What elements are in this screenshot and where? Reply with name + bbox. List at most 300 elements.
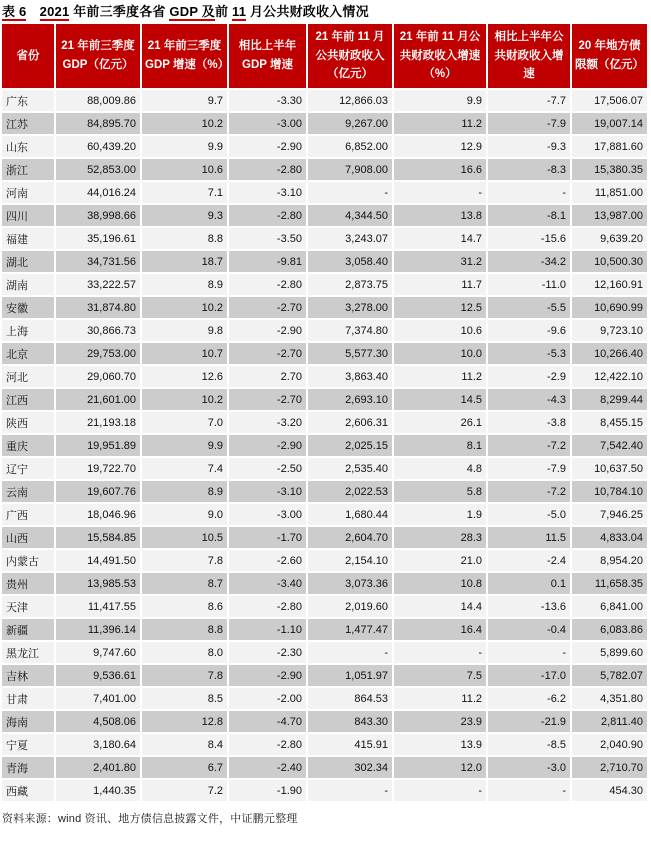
value-cell: - bbox=[394, 642, 486, 663]
province-cell: 江西 bbox=[2, 389, 54, 410]
value-cell: - bbox=[488, 642, 570, 663]
header-cell: 21 年前 11 月公共财政收入增速（%） bbox=[394, 24, 486, 88]
value-cell: 8.8 bbox=[142, 619, 227, 640]
header-cell: 省份 bbox=[2, 24, 54, 88]
value-cell: 21,601.00 bbox=[56, 389, 140, 410]
province-cell: 新疆 bbox=[2, 619, 54, 640]
value-cell: 302.34 bbox=[308, 757, 392, 778]
value-cell: 17,506.07 bbox=[572, 90, 647, 111]
value-cell: 15,584.85 bbox=[56, 527, 140, 548]
value-cell: -2.80 bbox=[229, 274, 306, 295]
value-cell: -2.90 bbox=[229, 665, 306, 686]
value-cell: 29,753.00 bbox=[56, 343, 140, 364]
value-cell: 11,658.35 bbox=[572, 573, 647, 594]
value-cell: 10,266.40 bbox=[572, 343, 647, 364]
value-cell: -2.90 bbox=[229, 320, 306, 341]
value-cell: -13.6 bbox=[488, 596, 570, 617]
value-cell: 7.4 bbox=[142, 458, 227, 479]
value-cell: -2.90 bbox=[229, 435, 306, 456]
province-cell: 浙江 bbox=[2, 159, 54, 180]
value-cell: 11,417.55 bbox=[56, 596, 140, 617]
value-cell: 13,987.00 bbox=[572, 205, 647, 226]
value-cell: 10.6 bbox=[394, 320, 486, 341]
value-cell: 8.8 bbox=[142, 228, 227, 249]
province-cell: 上海 bbox=[2, 320, 54, 341]
value-cell: 1.9 bbox=[394, 504, 486, 525]
value-cell: -7.7 bbox=[488, 90, 570, 111]
value-cell: 3,058.40 bbox=[308, 251, 392, 272]
table-row bbox=[2, 274, 647, 295]
value-cell: 11.2 bbox=[394, 366, 486, 387]
value-cell: 2,873.75 bbox=[308, 274, 392, 295]
value-cell: -7.9 bbox=[488, 113, 570, 134]
value-cell: -17.0 bbox=[488, 665, 570, 686]
value-cell: 8.6 bbox=[142, 596, 227, 617]
value-cell: 7.1 bbox=[142, 182, 227, 203]
value-cell: 8,954.20 bbox=[572, 550, 647, 571]
value-cell: -8.3 bbox=[488, 159, 570, 180]
table-row bbox=[2, 205, 647, 226]
value-cell: -2.80 bbox=[229, 159, 306, 180]
value-cell: 11,851.00 bbox=[572, 182, 647, 203]
value-cell: 19,007.14 bbox=[572, 113, 647, 134]
value-cell: 2.70 bbox=[229, 366, 306, 387]
value-cell: 7.8 bbox=[142, 665, 227, 686]
table-row bbox=[2, 665, 647, 686]
value-cell: 12.9 bbox=[394, 136, 486, 157]
value-cell: 843.30 bbox=[308, 711, 392, 732]
value-cell: 2,811.40 bbox=[572, 711, 647, 732]
value-cell: 4,351.80 bbox=[572, 688, 647, 709]
value-cell: 9.9 bbox=[142, 136, 227, 157]
province-cell: 河北 bbox=[2, 366, 54, 387]
value-cell: -5.3 bbox=[488, 343, 570, 364]
value-cell: -8.1 bbox=[488, 205, 570, 226]
value-cell: 11.7 bbox=[394, 274, 486, 295]
value-cell: 38,998.66 bbox=[56, 205, 140, 226]
value-cell: 1,477.47 bbox=[308, 619, 392, 640]
value-cell: 7.8 bbox=[142, 550, 227, 571]
value-cell: 2,154.10 bbox=[308, 550, 392, 571]
province-cell: 北京 bbox=[2, 343, 54, 364]
value-cell: 5,782.07 bbox=[572, 665, 647, 686]
value-cell: -2.4 bbox=[488, 550, 570, 571]
table-row bbox=[2, 297, 647, 318]
province-cell: 宁夏 bbox=[2, 734, 54, 755]
value-cell: -3.00 bbox=[229, 504, 306, 525]
value-cell: -1.70 bbox=[229, 527, 306, 548]
value-cell: 9,639.20 bbox=[572, 228, 647, 249]
value-cell: 864.53 bbox=[308, 688, 392, 709]
value-cell: 2,606.31 bbox=[308, 412, 392, 433]
value-cell: -3.0 bbox=[488, 757, 570, 778]
value-cell: 12,866.03 bbox=[308, 90, 392, 111]
table-body bbox=[2, 90, 647, 801]
value-cell: -2.90 bbox=[229, 136, 306, 157]
header-cell: 相比上半年 GDP 增速 bbox=[229, 24, 306, 88]
value-cell: 9.7 bbox=[142, 90, 227, 111]
value-cell: - bbox=[308, 780, 392, 801]
province-cell: 江苏 bbox=[2, 113, 54, 134]
value-cell: -2.80 bbox=[229, 734, 306, 755]
value-cell: 14.5 bbox=[394, 389, 486, 410]
province-cell: 重庆 bbox=[2, 435, 54, 456]
table-row bbox=[2, 504, 647, 525]
province-cell: 甘肃 bbox=[2, 688, 54, 709]
value-cell: 2,401.80 bbox=[56, 757, 140, 778]
value-cell: 14,491.50 bbox=[56, 550, 140, 571]
value-cell: 2,535.40 bbox=[308, 458, 392, 479]
table-row bbox=[2, 619, 647, 640]
value-cell: 11.2 bbox=[394, 113, 486, 134]
value-cell: 10.8 bbox=[394, 573, 486, 594]
value-cell: 18.7 bbox=[142, 251, 227, 272]
value-cell: 17,881.60 bbox=[572, 136, 647, 157]
value-cell: 10.2 bbox=[142, 297, 227, 318]
value-cell: 10.2 bbox=[142, 389, 227, 410]
value-cell: 11.2 bbox=[394, 688, 486, 709]
data-source-note: 资料来源：wind 资讯、地方债信息披露文件，中证鹏元整理 bbox=[2, 813, 298, 825]
table-row bbox=[2, 320, 647, 341]
title-segment: 月公共财政收入情况 bbox=[246, 4, 369, 19]
value-cell: 7,542.40 bbox=[572, 435, 647, 456]
value-cell: -2.70 bbox=[229, 389, 306, 410]
value-cell: 6,852.00 bbox=[308, 136, 392, 157]
value-cell: - bbox=[308, 182, 392, 203]
value-cell: -3.20 bbox=[229, 412, 306, 433]
value-cell: 15,380.35 bbox=[572, 159, 647, 180]
table-row bbox=[2, 228, 647, 249]
value-cell: 3,278.00 bbox=[308, 297, 392, 318]
value-cell: 9.9 bbox=[142, 435, 227, 456]
value-cell: 3,073.36 bbox=[308, 573, 392, 594]
table-row bbox=[2, 481, 647, 502]
value-cell: -3.30 bbox=[229, 90, 306, 111]
value-cell: - bbox=[394, 182, 486, 203]
value-cell: 8.4 bbox=[142, 734, 227, 755]
province-cell: 天津 bbox=[2, 596, 54, 617]
province-cell: 海南 bbox=[2, 711, 54, 732]
province-cell: 广东 bbox=[2, 90, 54, 111]
value-cell: -5.5 bbox=[488, 297, 570, 318]
table-row bbox=[2, 458, 647, 479]
value-cell: 9,723.10 bbox=[572, 320, 647, 341]
value-cell: 8,455.15 bbox=[572, 412, 647, 433]
value-cell: 2,710.70 bbox=[572, 757, 647, 778]
value-cell: 2,025.15 bbox=[308, 435, 392, 456]
value-cell: - bbox=[394, 780, 486, 801]
table-row bbox=[2, 159, 647, 180]
value-cell: -2.00 bbox=[229, 688, 306, 709]
value-cell: -34.2 bbox=[488, 251, 570, 272]
value-cell: 35,196.61 bbox=[56, 228, 140, 249]
value-cell: 30,866.73 bbox=[56, 320, 140, 341]
value-cell: 10,500.30 bbox=[572, 251, 647, 272]
value-cell: 8.9 bbox=[142, 274, 227, 295]
value-cell: 12.0 bbox=[394, 757, 486, 778]
title-segment: 前 bbox=[214, 4, 232, 19]
table-row bbox=[2, 596, 647, 617]
value-cell: 3,243.07 bbox=[308, 228, 392, 249]
province-cell: 云南 bbox=[2, 481, 54, 502]
table-row bbox=[2, 757, 647, 778]
value-cell: -0.4 bbox=[488, 619, 570, 640]
value-cell: -7.9 bbox=[488, 458, 570, 479]
value-cell: 9.3 bbox=[142, 205, 227, 226]
value-cell: 10.0 bbox=[394, 343, 486, 364]
value-cell: 8.1 bbox=[394, 435, 486, 456]
value-cell: 9.8 bbox=[142, 320, 227, 341]
table-row bbox=[2, 113, 647, 134]
title-segment: 2021 bbox=[39, 4, 70, 19]
value-cell: -3.10 bbox=[229, 481, 306, 502]
value-cell: -3.8 bbox=[488, 412, 570, 433]
table-row bbox=[2, 90, 647, 111]
table-header bbox=[2, 24, 647, 88]
province-cell: 黑龙江 bbox=[2, 642, 54, 663]
value-cell: 1,680.44 bbox=[308, 504, 392, 525]
table-row bbox=[2, 780, 647, 801]
value-cell: -2.60 bbox=[229, 550, 306, 571]
table-title bbox=[0, 0, 651, 22]
value-cell: -11.0 bbox=[488, 274, 570, 295]
value-cell: -9.81 bbox=[229, 251, 306, 272]
value-cell: 4,833.04 bbox=[572, 527, 647, 548]
value-cell: 10.6 bbox=[142, 159, 227, 180]
value-cell: 9,536.61 bbox=[56, 665, 140, 686]
value-cell: -2.50 bbox=[229, 458, 306, 479]
value-cell: 4,344.50 bbox=[308, 205, 392, 226]
province-cell: 湖南 bbox=[2, 274, 54, 295]
province-cell: 广西 bbox=[2, 504, 54, 525]
value-cell: 34,731.56 bbox=[56, 251, 140, 272]
value-cell: -8.5 bbox=[488, 734, 570, 755]
value-cell: 19,722.70 bbox=[56, 458, 140, 479]
value-cell: 88,009.86 bbox=[56, 90, 140, 111]
value-cell: -2.9 bbox=[488, 366, 570, 387]
value-cell: 26.1 bbox=[394, 412, 486, 433]
table-row bbox=[2, 343, 647, 364]
value-cell: 9,747.60 bbox=[56, 642, 140, 663]
table-row bbox=[2, 642, 647, 663]
value-cell: -2.40 bbox=[229, 757, 306, 778]
province-cell: 安徽 bbox=[2, 297, 54, 318]
value-cell: - bbox=[308, 642, 392, 663]
value-cell: 10.2 bbox=[142, 113, 227, 134]
value-cell: 6,083.86 bbox=[572, 619, 647, 640]
province-cell: 山东 bbox=[2, 136, 54, 157]
table-row bbox=[2, 251, 647, 272]
value-cell: -5.0 bbox=[488, 504, 570, 525]
table-row bbox=[2, 688, 647, 709]
value-cell: -2.30 bbox=[229, 642, 306, 663]
header-cell: 21 年前三季度 GDP 增速（%） bbox=[142, 24, 227, 88]
value-cell: 13.9 bbox=[394, 734, 486, 755]
value-cell: -2.70 bbox=[229, 343, 306, 364]
value-cell: -7.2 bbox=[488, 481, 570, 502]
value-cell: -9.3 bbox=[488, 136, 570, 157]
value-cell: -2.80 bbox=[229, 205, 306, 226]
table-row bbox=[2, 389, 647, 410]
value-cell: 9.0 bbox=[142, 504, 227, 525]
title-segment: 年前三季度各省 bbox=[69, 4, 170, 19]
value-cell: 23.9 bbox=[394, 711, 486, 732]
value-cell: 4,508.06 bbox=[56, 711, 140, 732]
value-cell: 7,374.80 bbox=[308, 320, 392, 341]
header-cell: 21 年前 11 月公共财政收入（亿元） bbox=[308, 24, 392, 88]
header-cell: 21 年前三季度 GDP（亿元） bbox=[56, 24, 140, 88]
value-cell: 7.0 bbox=[142, 412, 227, 433]
province-cell: 陕西 bbox=[2, 412, 54, 433]
value-cell: - bbox=[488, 780, 570, 801]
value-cell: 12.8 bbox=[142, 711, 227, 732]
title-segment: 11 bbox=[232, 4, 247, 19]
table-row bbox=[2, 573, 647, 594]
header-row bbox=[2, 24, 647, 88]
value-cell: -15.6 bbox=[488, 228, 570, 249]
value-cell: 5,577.30 bbox=[308, 343, 392, 364]
value-cell: 21,193.18 bbox=[56, 412, 140, 433]
value-cell: 3,863.40 bbox=[308, 366, 392, 387]
province-cell: 河南 bbox=[2, 182, 54, 203]
value-cell: 6.7 bbox=[142, 757, 227, 778]
value-cell: 28.3 bbox=[394, 527, 486, 548]
title-segment: GDP 及 bbox=[169, 4, 215, 19]
value-cell: -9.6 bbox=[488, 320, 570, 341]
table-row bbox=[2, 711, 647, 732]
value-cell: -3.00 bbox=[229, 113, 306, 134]
province-cell: 吉林 bbox=[2, 665, 54, 686]
value-cell: 5.8 bbox=[394, 481, 486, 502]
title-segment bbox=[26, 4, 39, 19]
province-cell: 福建 bbox=[2, 228, 54, 249]
value-cell: 7.2 bbox=[142, 780, 227, 801]
value-cell: 6,841.00 bbox=[572, 596, 647, 617]
value-cell: -3.10 bbox=[229, 182, 306, 203]
value-cell: -2.70 bbox=[229, 297, 306, 318]
value-cell: 12,160.91 bbox=[572, 274, 647, 295]
province-cell: 青海 bbox=[2, 757, 54, 778]
value-cell: 16.4 bbox=[394, 619, 486, 640]
value-cell: 10.7 bbox=[142, 343, 227, 364]
value-cell: -3.50 bbox=[229, 228, 306, 249]
value-cell: 5,899.60 bbox=[572, 642, 647, 663]
value-cell: 31.2 bbox=[394, 251, 486, 272]
value-cell: 19,951.89 bbox=[56, 435, 140, 456]
value-cell: 18,046.96 bbox=[56, 504, 140, 525]
value-cell: 13,985.53 bbox=[56, 573, 140, 594]
value-cell: 60,439.20 bbox=[56, 136, 140, 157]
value-cell: 3,180.64 bbox=[56, 734, 140, 755]
value-cell: 84,895.70 bbox=[56, 113, 140, 134]
value-cell: 33,222.57 bbox=[56, 274, 140, 295]
value-cell: 29,060.70 bbox=[56, 366, 140, 387]
province-cell: 四川 bbox=[2, 205, 54, 226]
value-cell: 19,607.76 bbox=[56, 481, 140, 502]
value-cell: 31,874.80 bbox=[56, 297, 140, 318]
value-cell: -4.70 bbox=[229, 711, 306, 732]
value-cell: -3.40 bbox=[229, 573, 306, 594]
value-cell: 12.6 bbox=[142, 366, 227, 387]
title-segment: 表 6 bbox=[2, 4, 27, 19]
table-row bbox=[2, 412, 647, 433]
value-cell: 8.0 bbox=[142, 642, 227, 663]
value-cell: -1.10 bbox=[229, 619, 306, 640]
value-cell: 10.5 bbox=[142, 527, 227, 548]
value-cell: 4.8 bbox=[394, 458, 486, 479]
province-cell: 西藏 bbox=[2, 780, 54, 801]
value-cell: -21.9 bbox=[488, 711, 570, 732]
header-cell: 相比上半年公共财政收入增速 bbox=[488, 24, 570, 88]
value-cell: 12.5 bbox=[394, 297, 486, 318]
table-row bbox=[2, 182, 647, 203]
value-cell: 52,853.00 bbox=[56, 159, 140, 180]
table-row bbox=[2, 734, 647, 755]
value-cell: 1,051.97 bbox=[308, 665, 392, 686]
table-row bbox=[2, 550, 647, 571]
value-cell: 415.91 bbox=[308, 734, 392, 755]
value-cell: 7,908.00 bbox=[308, 159, 392, 180]
value-cell: 2,022.53 bbox=[308, 481, 392, 502]
value-cell: 10,784.10 bbox=[572, 481, 647, 502]
header-cell: 20 年地方债限额（亿元） bbox=[572, 24, 647, 88]
value-cell: 16.6 bbox=[394, 159, 486, 180]
value-cell: -6.2 bbox=[488, 688, 570, 709]
value-cell: -7.2 bbox=[488, 435, 570, 456]
value-cell: 8.7 bbox=[142, 573, 227, 594]
value-cell: 2,693.10 bbox=[308, 389, 392, 410]
value-cell: 10,637.50 bbox=[572, 458, 647, 479]
value-cell: 7,401.00 bbox=[56, 688, 140, 709]
value-cell: 10,690.99 bbox=[572, 297, 647, 318]
value-cell: 2,019.60 bbox=[308, 596, 392, 617]
value-cell: 454.30 bbox=[572, 780, 647, 801]
value-cell: 8.9 bbox=[142, 481, 227, 502]
value-cell: 9,267.00 bbox=[308, 113, 392, 134]
value-cell: 1,440.35 bbox=[56, 780, 140, 801]
value-cell: 13.8 bbox=[394, 205, 486, 226]
value-cell: 11.5 bbox=[488, 527, 570, 548]
value-cell: -2.80 bbox=[229, 596, 306, 617]
value-cell: 21.0 bbox=[394, 550, 486, 571]
province-cell: 内蒙古 bbox=[2, 550, 54, 571]
table-row bbox=[2, 366, 647, 387]
value-cell: 11,396.14 bbox=[56, 619, 140, 640]
table-row bbox=[2, 435, 647, 456]
value-cell: 14.7 bbox=[394, 228, 486, 249]
value-cell: -1.90 bbox=[229, 780, 306, 801]
value-cell: - bbox=[488, 182, 570, 203]
province-gdp-fiscal-table bbox=[0, 22, 649, 803]
value-cell: -4.3 bbox=[488, 389, 570, 410]
table-row bbox=[2, 527, 647, 548]
value-cell: 7,946.25 bbox=[572, 504, 647, 525]
province-cell: 湖北 bbox=[2, 251, 54, 272]
value-cell: 14.4 bbox=[394, 596, 486, 617]
value-cell: 7.5 bbox=[394, 665, 486, 686]
value-cell: 0.1 bbox=[488, 573, 570, 594]
value-cell: 2,604.70 bbox=[308, 527, 392, 548]
value-cell: 12,422.10 bbox=[572, 366, 647, 387]
value-cell: 9.9 bbox=[394, 90, 486, 111]
value-cell: 8,299.44 bbox=[572, 389, 647, 410]
value-cell: 8.5 bbox=[142, 688, 227, 709]
value-cell: 44,016.24 bbox=[56, 182, 140, 203]
table-row bbox=[2, 136, 647, 157]
value-cell: 2,040.90 bbox=[572, 734, 647, 755]
province-cell: 辽宁 bbox=[2, 458, 54, 479]
province-cell: 贵州 bbox=[2, 573, 54, 594]
